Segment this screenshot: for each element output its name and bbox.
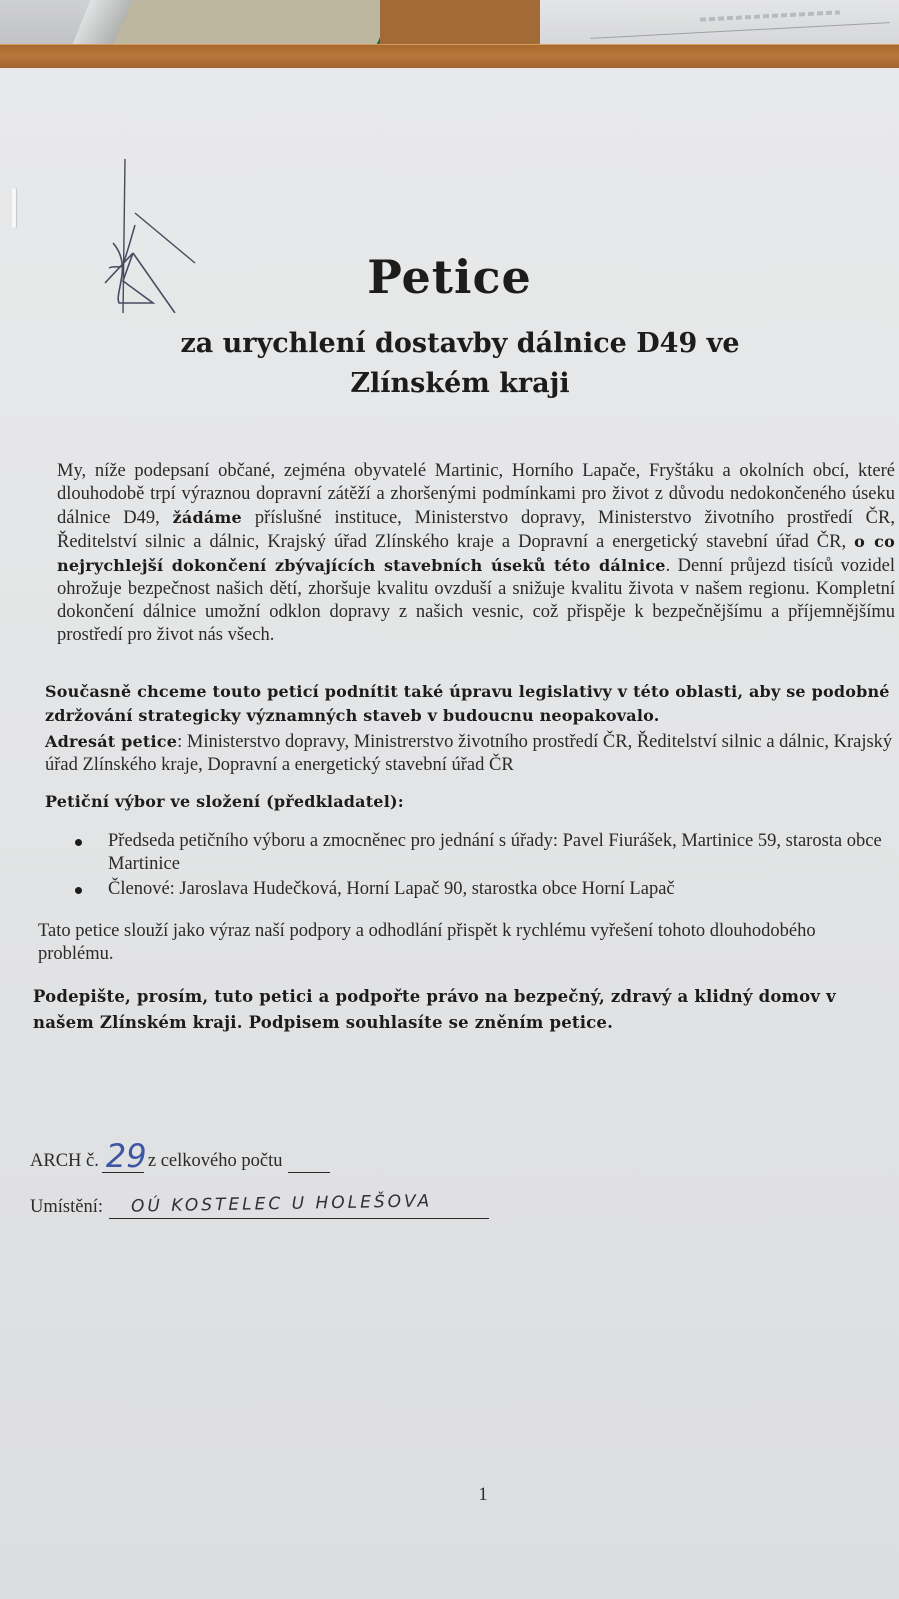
subtitle-line-1: za urychlení dostavby dálnice D49 ve: [180, 328, 740, 359]
committee-list: [75, 830, 899, 903]
addressee-paragraph: [45, 730, 897, 777]
total-count-field[interactable]: [288, 1153, 330, 1173]
intro-paragraph: My, níže podepsaní občané, zejména obyvatelé Martinic, Horního Lapače, Fryštáku a okolních obcí, které dlouhodobě trpí výraznou dopravní zátěží a zhoršenými podmínkami pro život z důvodu nedokončeného úseku dálnice D49, žádáme příslušné instituce, Ministerstvo dopravy, Ministerstvo životního prostředí ČR, Ředitelství silnic a dálnic, Krajský úřad Zlínského kraje a Dopravní a energetický stavební úřad ČR, o co nejrychlejší dokončení zbývajících stavebních úseků této dálnice. Denní průjezd tisíců vozidel ohrožuje bezpečnost našich dětí, zhoršuje kvalitu ovzduší a snižuje kvalitu života v našem regionu. Kompletní dokončení dálnice umožní odklon dopravy z našich vesnic, což přispěje k bezpečnějšímu a příjemnějšímu prostředí pro život nás všech.: [57, 461, 895, 645]
document-title: Petice: [367, 250, 532, 304]
document-subtitle: [100, 324, 820, 404]
sheet-number-value: 29: [105, 1137, 147, 1175]
placement-value: OÚ KOSTELEC U HOLEŠOVA: [130, 1191, 433, 1217]
legislation-note: Současně chceme touto peticí podnítit také úpravu legislativy v této oblasti, aby se podobné zdržování strategicky významných staveb v budoucnu neopakovalo.: [45, 682, 890, 725]
total-count-label: z celkového počtu: [147, 1151, 283, 1171]
staple-icon: [12, 188, 16, 228]
subtitle-line-2: Zlínském kraji: [350, 368, 570, 399]
placement-field[interactable]: [109, 1191, 489, 1219]
bold-request: žádáme: [172, 508, 242, 527]
placement-row: [30, 1191, 489, 1219]
placement-label: Umístění:: [30, 1197, 103, 1217]
sheet-number-label: ARCH č.: [30, 1151, 99, 1171]
committee-member-chair: Předseda petičního výboru a zmocněnec pro jednání s úřady: Pavel Fiurášek, Martinice 59, starosta obce Martinice: [75, 830, 899, 876]
call-to-action: Podepište, prosím, tuto petici a podpořte právo na bezpečný, zdravý a klidný domov v našem Zlínském kraji. Podpisem souhlasíte se zněním petice.: [33, 987, 836, 1032]
page-number: 1: [478, 1485, 488, 1505]
committee-heading: Petiční výbor ve složení (předkladatel):: [45, 792, 404, 811]
sheet-number-field[interactable]: [102, 1137, 147, 1175]
bullet-icon: [75, 839, 82, 846]
bullet-icon: [75, 887, 82, 894]
addressee-label: Adresát petice: [45, 732, 178, 751]
background-book: [110, 0, 403, 50]
sheet-number-row: [30, 1137, 330, 1175]
committee-member: Členové: Jaroslava Hudečková, Horní Lapač 90, starostka obce Horní Lapač: [75, 878, 899, 901]
bold-completion-demand: o co nejrychlejší dokončení zbývajících stavebních úseků této dálnice: [57, 532, 895, 575]
petition-sheet: [0, 68, 899, 1599]
addressee-text: : Ministerstvo dopravy, Ministrerstvo životního prostředí ČR, Ředitelství silnic a dálnic, Krajský úřad Zlínského kraje, Dopravní a energetický stavební úřad ČR: [45, 732, 893, 775]
support-statement: Tato petice slouží jako výraz naší podpory a odhodlání přispět k rychlému vyřešení tohoto dlouhodobého problému.: [38, 921, 816, 964]
